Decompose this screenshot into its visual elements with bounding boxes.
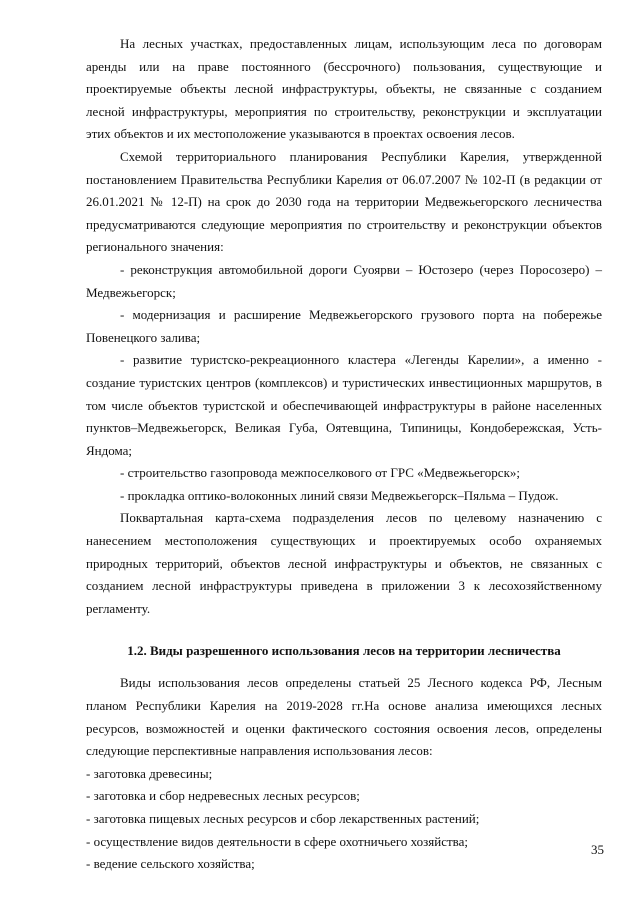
use-item: - заготовка и сбор недревесных лесных ресурсов;: [86, 788, 360, 804]
paragraph-lease-objects: На лесных участках, предоставленных лицам, использующим леса по договорам аренды или на праве постоянного (бессрочного) пользования, существующие и проектируемые объекты лесной инфраструктуры, объекты, не связанные с созданием лесной инфраструктуры, мероприятия по строительству, реконструкции и эксплуатации этих объектов и их местоположение указываются в проектах освоения лесов.: [86, 36, 602, 142]
use-item: - ведение сельского хозяйства;: [86, 856, 255, 872]
page-content: [86, 33, 602, 876]
paragraph-territorial-planning: Схемой территориального планирования Республики Карелия, утвержденной постановлением Правительства Республики Карелия от 06.07.2007 № 102-П (в редакции от 26.01.2021 № 12-П) на срок до 2030 года на территории Медвежьегорского лесничества предусматриваются следующие мероприятия по строительству и реконструкции объектов регионального значения:: [86, 148, 602, 255]
measure-item: - модернизация и расширение Медвежьегорского грузового порта на побережье Повенецкого залива;: [86, 307, 602, 345]
measure-item: - прокладка оптико-волоконных линий связи Медвежьегорск–Пяльма – Пудож.: [120, 487, 559, 503]
use-item: - осуществление видов деятельности в сфере охотничьего хозяйства;: [86, 833, 468, 849]
measure-item: - развитие туристско-рекреационного кластера «Легенды Карелии», а именно - создание туристских центров (комплексов) и туристических инвестиционных маршрутов, в том числе объектов туристской и обеспечивающей инфраструктуры в районе населенных пунктов–Медвежьегорск, Великая Губа, Оятевщина, Типиницы, Кондобережская, Усть-Яндома;: [86, 352, 602, 458]
page-number: 35: [591, 842, 604, 857]
measure-item: - строительство газопровода межпоселкового от ГРС «Медвежьегорск»;: [120, 465, 521, 481]
paragraph-map-scheme: Поквартальная карта-схема подразделения лесов по целевому назначению с нанесением местоположения существующих и проектируемых особо охраняемых природных территорий, объектов лесной инфраструктуры и объектов, не связанных с созданием лесной инфраструктуры приведена в приложении 3 к лесохозяйственному регламенту.: [86, 510, 602, 616]
paragraph-forest-uses: Виды использования лесов определены статьей 25 Лесного кодекса РФ, Лесным планом Республики Карелия на 2019-2028 гг.На основе анализа имеющихся лесных ресурсов, возможностей и оценки фактического состояния освоения лесов, определены следующие перспективные направления использования лесов:: [86, 675, 602, 759]
use-item: - заготовка древесины;: [86, 765, 213, 781]
measure-item: - реконструкция автомобильной дороги Суоярви – Юстозеро (через Поросозеро) – Медвежьегорск;: [86, 261, 602, 300]
use-item: - заготовка пищевых лесных ресурсов и сбор лекарственных растений;: [86, 811, 480, 826]
section-heading: 1.2. Виды разрешенного использования лесов на территории лесничества: [127, 643, 561, 659]
